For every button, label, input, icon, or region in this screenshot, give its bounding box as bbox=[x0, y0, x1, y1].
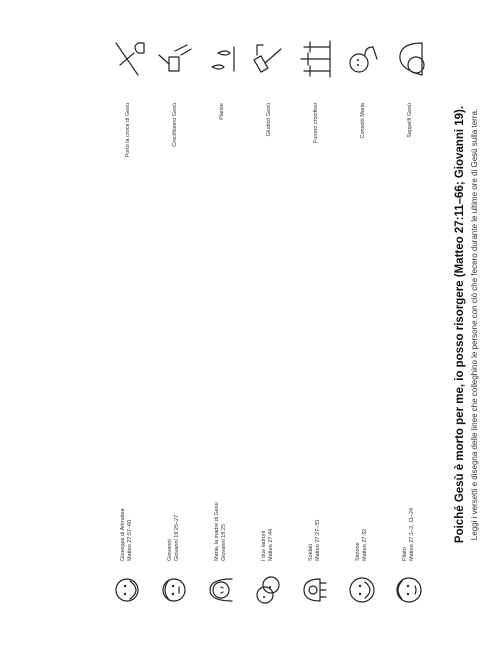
action-item-consoled bbox=[343, 39, 383, 193]
person-item-soldiers bbox=[296, 451, 334, 609]
simon-face-icon bbox=[343, 571, 381, 609]
person-ref: Matteo 27:27–35 bbox=[315, 519, 321, 561]
john-face-icon bbox=[155, 571, 193, 609]
action-label: Pianse bbox=[219, 103, 225, 120]
person-item-john bbox=[155, 451, 193, 609]
person-ref: Matteo 27:32 bbox=[362, 528, 368, 561]
action-label: Crocifissero Gesù bbox=[172, 103, 178, 147]
action-label: Furono crocifissi bbox=[313, 103, 319, 144]
person-ref: Giovanni 19:25–27 bbox=[174, 514, 180, 561]
person-ref: Matteo 27:44 bbox=[268, 528, 274, 561]
person-name: Simone bbox=[355, 542, 361, 561]
thieves-faces-icon bbox=[249, 571, 287, 609]
action-item-crucified-jesus bbox=[155, 39, 195, 193]
action-item-buried bbox=[390, 39, 430, 193]
instructions-text: Leggi i versetti e disegna delle linee che colleghino le persone con ciò che fecero durante le ultime ore di Gesù sulla terra. bbox=[470, 108, 479, 541]
action-item-carried-cross bbox=[108, 39, 148, 193]
mary-face-icon bbox=[202, 571, 240, 609]
pilate-face-icon bbox=[390, 571, 428, 609]
tomb-stone-icon bbox=[390, 39, 430, 79]
person-item-simon bbox=[343, 451, 381, 609]
person-name: Maria, la madre di Gesù bbox=[214, 502, 220, 561]
person-ref: Matteo 27:1–2, 11–24 bbox=[409, 507, 415, 561]
action-label: Portò la croce di Gesù bbox=[125, 103, 131, 158]
action-item-wept bbox=[202, 39, 242, 193]
consoling-hands-icon bbox=[343, 39, 383, 79]
person-item-mary bbox=[202, 451, 240, 609]
page-title: Poiché Gesù è morto per me, io posso risorgere (Matteo 27:11–66; Giovanni 19). bbox=[454, 105, 466, 544]
action-label: Consolò Maria bbox=[360, 103, 366, 139]
three-crosses-icon bbox=[296, 39, 336, 79]
tears-icon bbox=[202, 39, 242, 79]
hammer-nails-icon bbox=[155, 39, 195, 79]
soldier-helmet-icon bbox=[296, 571, 334, 609]
action-label: Giudicò Gesù bbox=[266, 103, 272, 137]
person-name: Giuseppe di Arimatea bbox=[120, 508, 126, 561]
person-item-thieves bbox=[249, 451, 287, 609]
person-item-pilate bbox=[390, 451, 428, 609]
person-name: Giovanni bbox=[167, 539, 173, 561]
action-item-crucified bbox=[296, 39, 336, 193]
cross-carry-icon bbox=[108, 39, 148, 79]
action-item-judged bbox=[249, 39, 289, 193]
action-label: Seppellì Gesù bbox=[407, 103, 413, 138]
person-ref: Matteo 27:57–60 bbox=[127, 519, 133, 561]
joseph-face-icon bbox=[108, 571, 146, 609]
gavel-icon bbox=[249, 39, 289, 79]
person-ref: Giovanni 19:25 bbox=[221, 524, 227, 561]
person-item-joseph bbox=[108, 451, 146, 609]
person-name: I due ladroni bbox=[261, 530, 267, 561]
person-name: Soldati bbox=[308, 544, 314, 561]
person-name: Pilato bbox=[402, 547, 408, 561]
